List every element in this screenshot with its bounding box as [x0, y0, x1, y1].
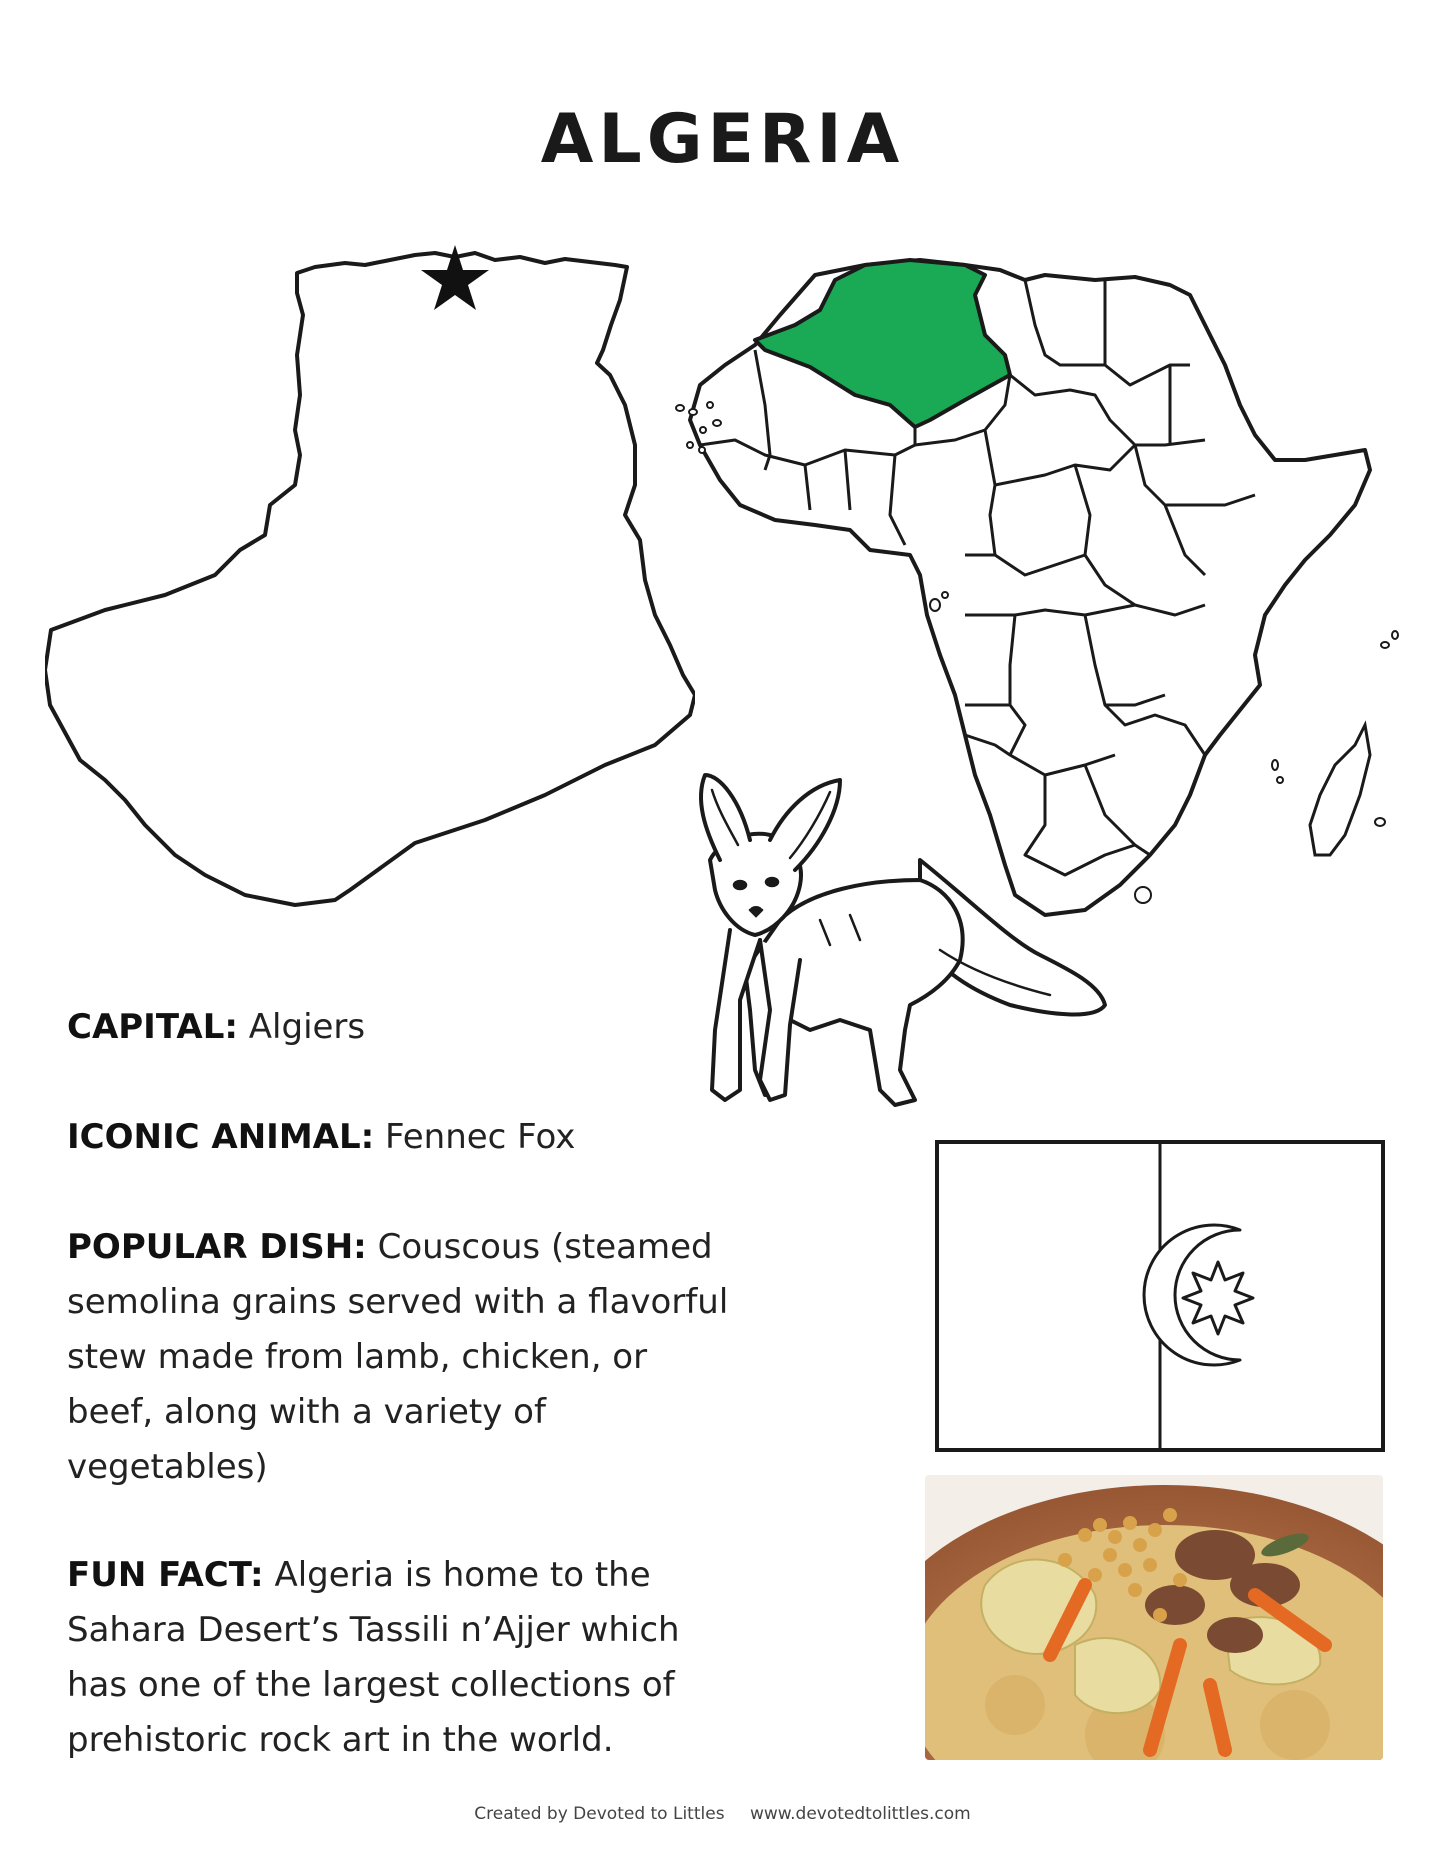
fact-line: Sahara Desert’s Tassili n’Ajjer which — [67, 1610, 680, 1650]
fact-animal — [67, 1110, 575, 1165]
fact-label: CAPITAL: — [67, 1007, 238, 1047]
algeria-flag — [935, 1140, 1385, 1452]
fact-label: ICONIC ANIMAL: — [67, 1117, 375, 1157]
algeria-outline-map — [45, 245, 695, 910]
fact-line: Algeria is home to the — [274, 1555, 651, 1595]
fact-line: prehistoric rock art in the world. — [67, 1720, 614, 1760]
fact-line: semolina grains served with a flavorful — [67, 1282, 729, 1322]
footer-credit: Created by Devoted to Littles — [474, 1804, 725, 1824]
footer — [0, 1804, 1445, 1824]
fennec-fox-illustration — [690, 770, 1110, 1115]
fact-line: stew made from lamb, chicken, or — [67, 1337, 648, 1377]
fact-line: Couscous (steamed — [377, 1227, 713, 1267]
fact-fun — [67, 1548, 680, 1768]
fact-label: FUN FACT: — [67, 1555, 264, 1595]
fact-dish — [67, 1220, 728, 1495]
footer-website[interactable]: www.devotedtolittles.com — [749, 1804, 971, 1824]
fact-line: vegetables) — [67, 1447, 268, 1487]
fact-value: Fennec Fox — [385, 1117, 576, 1157]
fact-line: beef, along with a variety of — [67, 1392, 546, 1432]
fact-capital — [67, 1000, 365, 1055]
fact-line: has one of the largest collections of — [67, 1665, 675, 1705]
fact-label: POPULAR DISH: — [67, 1227, 367, 1267]
couscous-photo — [925, 1475, 1383, 1760]
fact-value: Algiers — [248, 1007, 366, 1047]
page-title: ALGERIA — [540, 100, 905, 179]
